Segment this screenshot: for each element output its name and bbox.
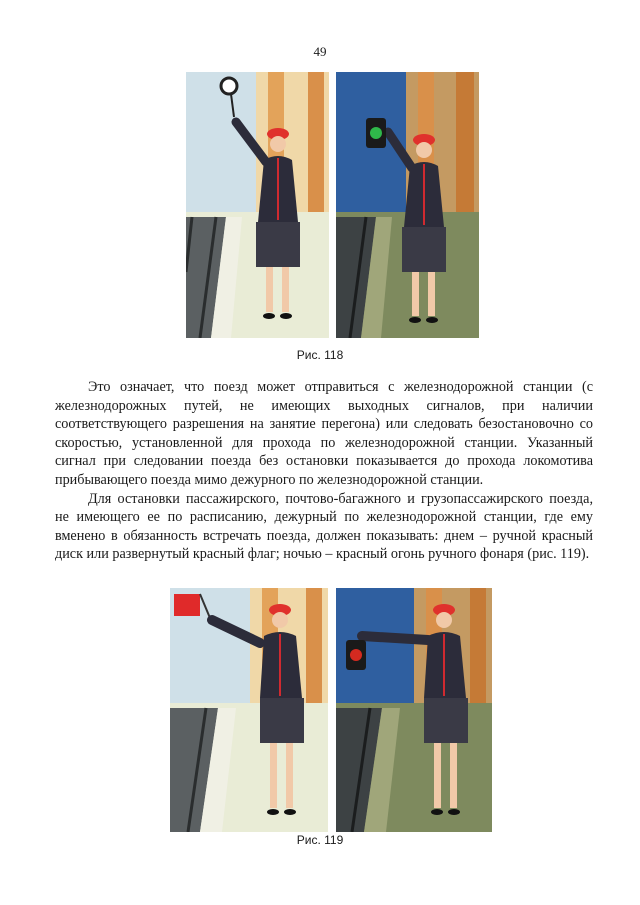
paragraph-2: Для остановки пассажирского, почтово-багажного и грузопассажирского поезда, не имеющего ее по расписанию, дежурный по железнодорожной станции, где ему вменено в обязанность встречать поезда, должен показывать: днем – ручной красный диск или развернутый красный флаг; ночью – красный огонь ручного фонаря (рис. 119). <box>55 490 593 563</box>
figure-118-day-panel <box>186 72 329 338</box>
figure-119-caption: Рис. 119 <box>296 833 344 847</box>
page-number: 49 <box>313 44 327 59</box>
day-scene-red-flag-illustration <box>170 588 328 832</box>
figure-119-night-panel <box>336 588 492 832</box>
day-scene-disc-illustration <box>186 72 329 338</box>
night-scene-green-lantern-illustration <box>336 72 479 338</box>
figure-118-night-panel <box>336 72 479 338</box>
figure-118-caption: Рис. 118 <box>296 348 344 362</box>
body-text <box>55 378 593 564</box>
figure-119 <box>170 588 492 832</box>
figure-118 <box>186 72 479 338</box>
night-scene-red-lantern-illustration <box>336 588 492 832</box>
paragraph-1: Это означает, что поезд может отправиться с железнодорожной станции (с железнодорожных путей, не имеющих выходных сигналов, при наличии соответствующего разрешения на занятие перегона) или следовать безостановочно со скоростью, установленной для прохода по железнодорожной станции. Указанный сигнал при следовании поезда без остановки показывается до прохода локомотива прибывающего поезда мимо дежурного по железнодорожной станции. <box>55 379 593 488</box>
figure-119-day-panel <box>170 588 328 832</box>
